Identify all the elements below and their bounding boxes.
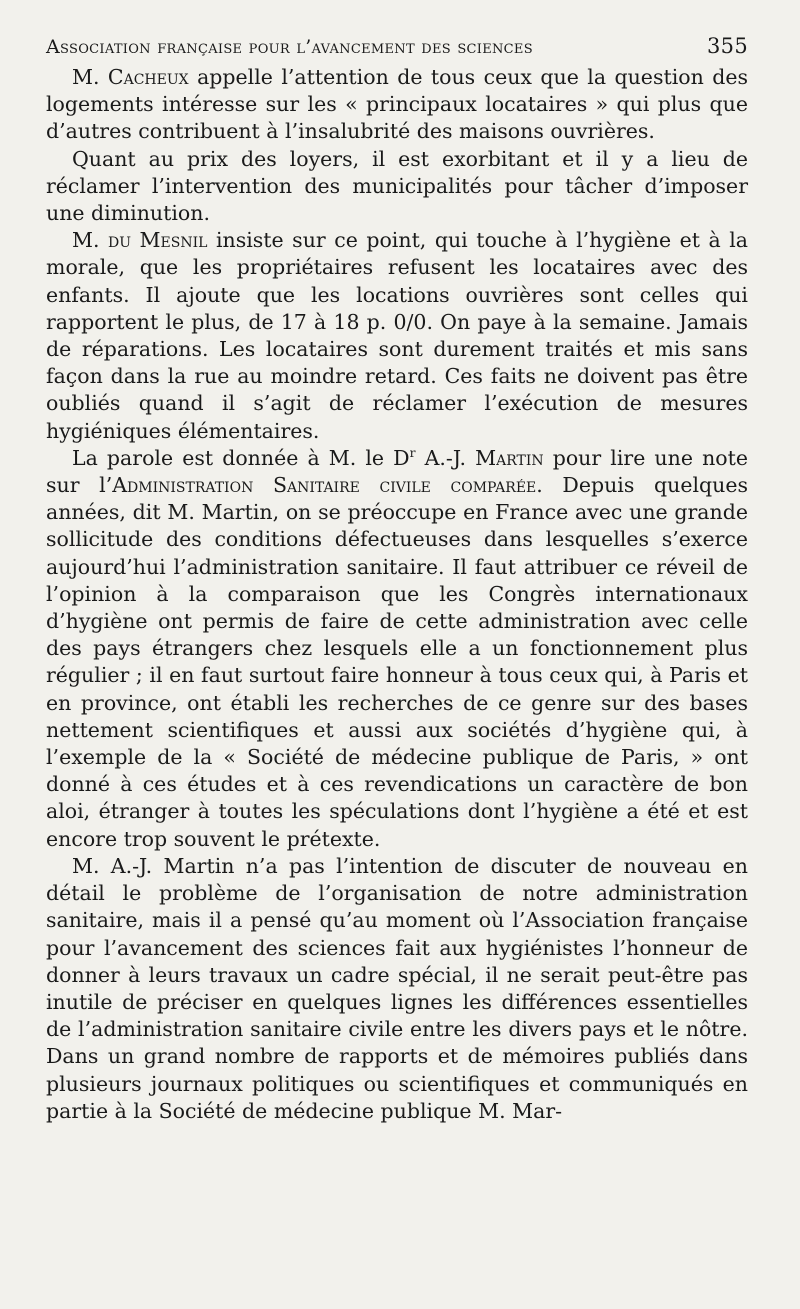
page-number: 355 bbox=[707, 34, 748, 58]
speaker-name: M. Cacheux bbox=[72, 65, 189, 89]
speaker-name: M. du Mesnil bbox=[72, 228, 208, 253]
paragraph-du-mesnil bbox=[46, 227, 748, 445]
paragraph-text: appelle l’attention de tous ceux que la question des logements intéresse sur les « principaux locataires » qui plus que d’autres contribuent à l’insalubrité des maisons ouvrières. bbox=[46, 65, 748, 144]
speaker-name: Martin bbox=[475, 445, 544, 470]
paragraph-cacheux bbox=[46, 64, 748, 146]
paragraph-text: . Depuis quelques années, dit M. Martin, on se préoccupe en France avec une grande sollicitude des conditions défectueuses dans lesquelles s’exerce aujourd’hui l’administration sanitaire. Il faut attribuer ce réveil de l’opinion à la comparaison que les Congrès internationaux d’hygiène ont permis de faire de cette administration avec celle des pays étrangers chez lesquels elle a un fonctionnement plus régulier ; il en faut surtout faire honneur à tous ceux qui, à Paris et en province, ont établi les recherches de ce genre sur des bases nettement scientifiques et aussi aux sociétés d’hygiène qui, à l’exemple de la « Société de médecine publique de Paris, » ont donné à ces études et à ces revendications un caractère de bon aloi, étranger à toutes les spéculations dont l’hygiène a été et est encore trop souvent le prétexte. bbox=[46, 473, 748, 851]
paragraph-loyers bbox=[46, 146, 748, 228]
running-title: Association française pour l’avancement des sciences bbox=[46, 36, 533, 58]
superscript: r bbox=[409, 446, 416, 461]
paragraph-martin-discussion bbox=[46, 853, 748, 1125]
paragraph-text: A.-J. bbox=[415, 445, 476, 470]
paragraph-text: insiste sur ce point, qui touche à l’hygiène et à la morale, que les propriétaires refusent les locataires avec des enfants. Il ajoute que les locations ouvrières sont celles qui rapportent le plus, de 17 à 18 p. 0/0. On paye à la semaine. Jamais de réparations. Les locataires sont durement traités et mis sans façon dans la rue au moindre retard. Ces faits ne doivent pas être oubliés quand il s’agit de réclamer l’exécution de mesures hygiéniques élémentaires. bbox=[46, 228, 748, 443]
paragraph-text: M. A.-J. Martin n’a pas l’intention de discuter de nouveau en détail le problème de l’organisation de notre administration sanitaire, mais il a pensé qu’au moment où l’Association française pour l’avancement des sciences fait aux hygiénistes l’honneur de donner à leurs travaux un cadre spécial, il ne serait peut-être pas inutile de préciser en quelques lignes les différences essentielles de l’administration sanitaire civile entre les divers pays et le nôtre. Dans un grand nombre de rapports et de mémoires publiés dans plusieurs journaux politiques ou scientifiques et communiqués en partie à la Société de médecine publique M. Mar- bbox=[46, 853, 748, 1123]
paragraph-text: pour lire une note sur l’ bbox=[46, 445, 748, 498]
note-title: Administration Sanitaire civile comparée bbox=[112, 473, 537, 498]
paragraph-text: Quant au prix des loyers, il est exorbitant et il y a lieu de réclamer l’intervention des municipalités pour tâcher d’imposer une diminution. bbox=[46, 146, 748, 226]
paragraph-martin-note bbox=[46, 445, 748, 853]
paragraph-text: La parole est donnée à M. le D bbox=[72, 445, 410, 470]
running-header bbox=[46, 34, 748, 58]
